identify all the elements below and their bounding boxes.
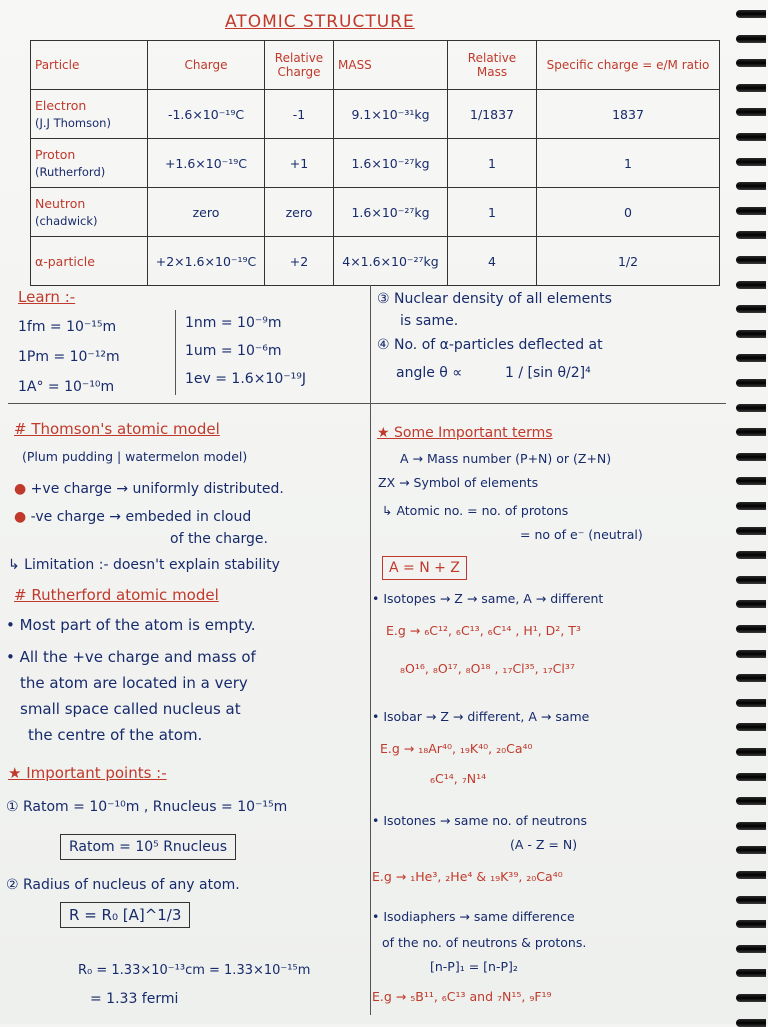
cell-charge: zero [148, 188, 265, 237]
binding-ring [736, 133, 766, 141]
mass-number-formula: A = N + Z [382, 556, 467, 580]
bullet-icon: ● [14, 481, 27, 497]
table-row [31, 90, 720, 139]
binding-ring [736, 84, 766, 92]
point-4: ④ No. of α-particles deflected at [377, 337, 603, 353]
binding-ring [736, 822, 766, 830]
isodiaphers-def-cont: of the no. of neutrons & protons. [382, 935, 587, 950]
particle-name: Neutron [35, 195, 86, 211]
term-atomic-no-cont: = no of e⁻ (neutral) [520, 527, 643, 542]
binding-ring [736, 10, 766, 18]
r0-fermi: = 1.33 fermi [90, 991, 179, 1007]
thomson-point: -ve charge → embeded in cloud [30, 509, 252, 525]
binding-ring [736, 231, 766, 239]
rutherford-point: • Most part of the atom is empty. [6, 616, 256, 634]
binding-ring [736, 600, 766, 608]
deflection-formula: 1 / [sin θ/2]⁴ [505, 365, 591, 381]
header-rel-mass: Relative Mass [448, 41, 537, 90]
binding-ring [736, 674, 766, 682]
header-charge: Charge [148, 41, 265, 90]
binding-ring [736, 1019, 766, 1027]
cell-specific: 1/2 [537, 237, 720, 286]
isodiaphers-formula: [n-P]₁ = [n-P]₂ [430, 959, 518, 974]
binding-ring [736, 330, 766, 338]
point-3: ③ Nuclear density of all elements [377, 291, 612, 307]
binding-ring [736, 699, 766, 707]
cell-rel-charge: +2 [265, 237, 334, 286]
learn-heading: Learn :- [18, 288, 76, 306]
learn-unit: 1Pm = 10⁻¹²m [18, 349, 120, 365]
thomson-limitation: ↳ Limitation :- doesn't explain stability [8, 557, 280, 573]
binding-ring [736, 305, 766, 313]
rutherford-point-cont: the centre of the atom. [28, 726, 203, 744]
binding-ring [736, 994, 766, 1002]
binding-ring [736, 428, 766, 436]
thomson-heading: # Thomson's atomic model [14, 420, 220, 438]
binding-ring [736, 354, 766, 362]
isotones-def: • Isotones → same no. of neutrons [372, 813, 588, 828]
isotopes-example: E.g → ₆C¹², ₆C¹³, ₆C¹⁴ , H¹, D², T³ [386, 623, 581, 638]
atom-radius-box: Ratom = 10⁵ Rnucleus [60, 834, 236, 860]
binding-ring [736, 59, 766, 67]
binding-ring [736, 158, 766, 166]
header-mass: MASS [334, 41, 448, 90]
cell-rel-charge: zero [265, 188, 334, 237]
binding-ring [736, 896, 766, 904]
learn-unit: 1um = 10⁻⁶m [185, 343, 282, 359]
thomson-point: +ve charge → uniformly distributed. [30, 481, 284, 497]
cell-rel-charge: -1 [265, 90, 334, 139]
important-heading: ★ Important points :- [8, 764, 167, 782]
header-particle: Particle [31, 41, 148, 90]
important-point-1: ① Ratom = 10⁻¹⁰m , Rnucleus = 10⁻¹⁵m [6, 799, 288, 815]
particle-name: α-particle [35, 253, 95, 269]
binding-ring [736, 453, 766, 461]
binding-ring [736, 748, 766, 756]
binding-ring [736, 846, 766, 854]
spiral-binding [732, 0, 768, 1024]
cell-rel-charge: +1 [265, 139, 334, 188]
binding-ring [736, 576, 766, 584]
center-divider [370, 285, 371, 1015]
point-4-cont: angle θ ∝ [396, 365, 463, 381]
isotones-def-cont: (A - Z = N) [510, 837, 578, 852]
term-atomic-no: ↳ Atomic no. = no. of protons [382, 503, 569, 518]
bullet-icon: ● [14, 509, 27, 525]
cell-rel-mass: 4 [448, 237, 537, 286]
rutherford-heading: # Rutherford atomic model [14, 586, 219, 604]
page-title: ATOMIC STRUCTURE [225, 12, 415, 32]
binding-ring [736, 551, 766, 559]
cell-specific: 1837 [537, 90, 720, 139]
isodiaphers-def: • Isodiaphers → same difference [372, 909, 575, 924]
term-symbol: ZX → Symbol of elements [378, 475, 539, 490]
r0-value: R₀ = 1.33×10⁻¹³cm = 1.33×10⁻¹⁵m [78, 963, 311, 978]
cell-specific: 0 [537, 188, 720, 237]
header-rel-charge: Relative Charge [265, 41, 334, 90]
learn-unit: 1fm = 10⁻¹⁵m [18, 319, 117, 335]
isobars-example: E.g → ₁₈Ar⁴⁰, ₁₉K⁴⁰, ₂₀Ca⁴⁰ [380, 741, 533, 756]
binding-ring [736, 945, 766, 953]
table-row [31, 188, 720, 237]
learn-unit: 1nm = 10⁻⁹m [185, 315, 282, 331]
rutherford-point-cont: the atom are located in a very [20, 674, 248, 692]
binding-ring [736, 723, 766, 731]
binding-ring [736, 871, 766, 879]
binding-ring [736, 108, 766, 116]
isodiaphers-example: E.g → ₅B¹¹, ₆C¹³ and ₇N¹⁵, ₉F¹⁹ [372, 989, 552, 1004]
divider [8, 403, 726, 404]
cell-charge: +2×1.6×10⁻¹⁹C [148, 237, 265, 286]
nucleus-radius-box: R = R₀ [A]^1/3 [60, 902, 190, 928]
cell-mass: 9.1×10⁻³¹kg [334, 90, 448, 139]
isotopes-def: • Isotopes → Z → same, A → different [372, 591, 604, 606]
rutherford-point: • All the +ve charge and mass of [6, 648, 256, 666]
binding-ring [736, 256, 766, 264]
cell-charge: -1.6×10⁻¹⁹C [148, 90, 265, 139]
binding-ring [736, 207, 766, 215]
binding-ring [736, 35, 766, 43]
table-row [31, 139, 720, 188]
table-row [31, 237, 720, 286]
particle-discoverer: (chadwick) [35, 213, 98, 228]
particle-name: Proton [35, 146, 76, 162]
particle-discoverer: (J.J Thomson) [35, 115, 111, 130]
isotones-example: E.g → ₁He³, ₂He⁴ & ₁₉K³⁹, ₂₀Ca⁴⁰ [372, 869, 563, 884]
binding-ring [736, 625, 766, 633]
binding-ring [736, 379, 766, 387]
cell-rel-mass: 1 [448, 188, 537, 237]
particle-discoverer: (Rutherford) [35, 164, 106, 179]
important-point-2: ② Radius of nucleus of any atom. [6, 877, 240, 893]
cell-specific: 1 [537, 139, 720, 188]
isotopes-example: ₈O¹⁶, ₈O¹⁷, ₈O¹⁸ , ₁₇Cl³⁵, ₁₇Cl³⁷ [400, 661, 575, 676]
binding-ring [736, 404, 766, 412]
thomson-point-cont: of the charge. [170, 531, 268, 547]
binding-ring [736, 477, 766, 485]
thomson-subtitle: (Plum pudding | watermelon model) [22, 449, 248, 464]
binding-ring [736, 527, 766, 535]
rutherford-point-cont: small space called nucleus at [20, 700, 241, 718]
cell-rel-mass: 1 [448, 139, 537, 188]
particle-table [30, 40, 720, 286]
binding-ring [736, 650, 766, 658]
learn-unit: 1ev = 1.6×10⁻¹⁹J [185, 371, 306, 387]
term-mass-number: A → Mass number (P+N) or (Z+N) [400, 451, 612, 466]
particle-name: Electron [35, 97, 87, 113]
binding-ring [736, 182, 766, 190]
cell-rel-mass: 1/1837 [448, 90, 537, 139]
learn-divider [175, 310, 176, 395]
table-header-row [31, 41, 720, 90]
cell-mass: 1.6×10⁻²⁷kg [334, 139, 448, 188]
binding-ring [736, 281, 766, 289]
binding-ring [736, 969, 766, 977]
cell-mass: 4×1.6×10⁻²⁷kg [334, 237, 448, 286]
cell-charge: +1.6×10⁻¹⁹C [148, 139, 265, 188]
terms-heading: ★ Some Important terms [377, 425, 553, 441]
isobars-example: ₆C¹⁴, ₇N¹⁴ [430, 771, 487, 786]
header-specific: Specific charge = e/M ratio [537, 41, 720, 90]
cell-mass: 1.6×10⁻²⁷kg [334, 188, 448, 237]
binding-ring [736, 797, 766, 805]
binding-ring [736, 773, 766, 781]
point-3-cont: is same. [400, 313, 459, 329]
isobars-def: • Isobar → Z → different, A → same [372, 709, 590, 724]
binding-ring [736, 502, 766, 510]
learn-unit: 1A° = 10⁻¹⁰m [18, 379, 115, 395]
binding-ring [736, 920, 766, 928]
